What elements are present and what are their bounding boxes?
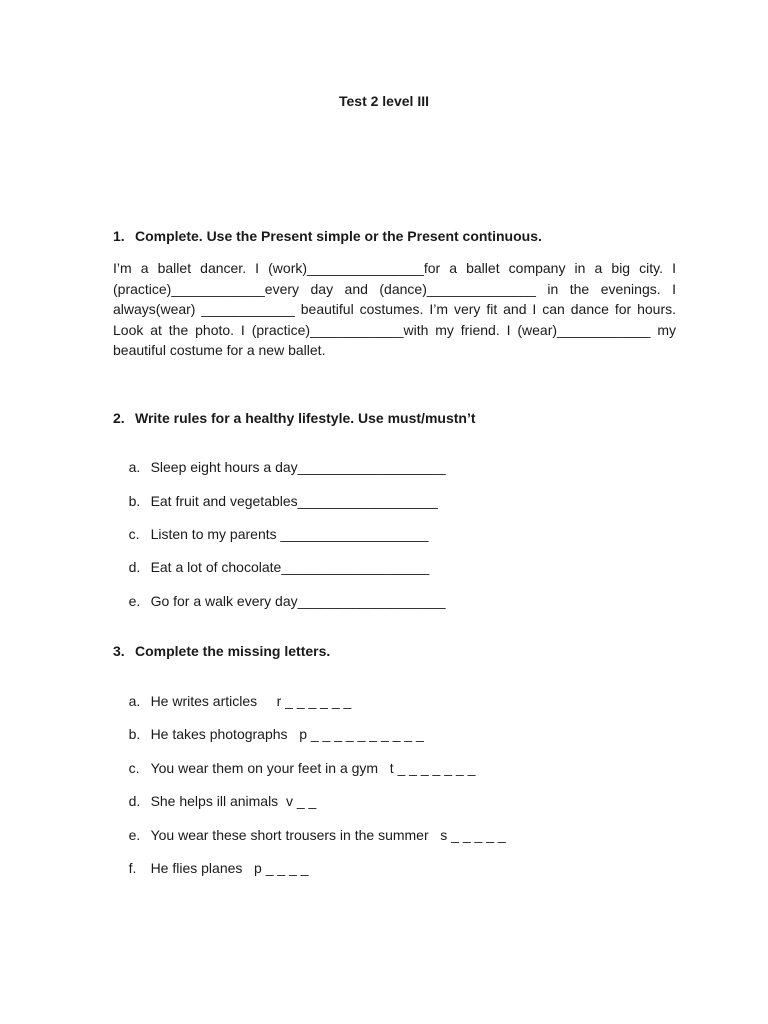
- section-1-number: 1.: [113, 228, 125, 244]
- item-text: Eat a lot of chocolate___________________: [150, 559, 430, 575]
- section-2-heading-text: Write rules for a healthy lifestyle. Use must/mustn’t: [135, 410, 476, 426]
- section-2-heading: [113, 410, 476, 426]
- item-letter: d.: [128, 793, 141, 809]
- item-letter: a.: [128, 459, 141, 475]
- item-letter: c.: [128, 526, 140, 542]
- page-title: Test 2 level III: [338, 93, 429, 109]
- section-3-item-f: [113, 844, 309, 892]
- item-letter: b.: [128, 726, 141, 742]
- section-2-item-e: [113, 577, 446, 625]
- item-letter: b.: [128, 493, 141, 509]
- item-letter: d.: [128, 559, 141, 575]
- item-letter: a.: [128, 693, 141, 709]
- item-letter: f.: [128, 860, 137, 876]
- item-letter: e.: [128, 827, 141, 843]
- item-text: He writes articles r _ _ _ _ _ _: [150, 693, 352, 709]
- item-text: You wear these short trousers in the summer s _ _ _ _ _: [150, 827, 506, 843]
- item-text: Eat fruit and vegetables__________________: [150, 493, 438, 509]
- item-text: She helps ill animals v _ _: [150, 793, 317, 809]
- section-2-number: 2.: [113, 410, 125, 426]
- item-text: He takes photographs p _ _ _ _ _ _ _ _ _ _: [150, 726, 424, 742]
- item-letter: e.: [128, 593, 141, 609]
- section-1-paragraph: I’m a ballet dancer. I (work)_______________for a ballet company in a big city. I (practice)____________every day and (dance)______________ in the evenings. I always(wear) ____________ beautiful costumes. I’m very fit and I can dance for hours. Look at the photo. I (practice)____________with my friend. I (wear)____________ my beautiful costume for a new ballet.: [113, 260, 676, 358]
- section-1-heading-text: Complete. Use the Present simple or the Present continuous.: [135, 228, 542, 244]
- item-text: He flies planes p _ _ _ _: [150, 860, 309, 876]
- section-3-heading: [113, 643, 330, 659]
- section-3-number: 3.: [113, 643, 125, 659]
- item-text: Go for a walk every day___________________: [150, 593, 446, 609]
- section-1-heading: [113, 228, 542, 244]
- section-3-heading-text: Complete the missing letters.: [135, 643, 331, 659]
- item-text: Sleep eight hours a day___________________: [150, 459, 446, 475]
- item-text: You wear them on your feet in a gym t _ _ _ _ _ _ _: [150, 760, 476, 776]
- item-text: Listen to my parents ___________________: [150, 526, 429, 542]
- item-letter: c.: [128, 760, 140, 776]
